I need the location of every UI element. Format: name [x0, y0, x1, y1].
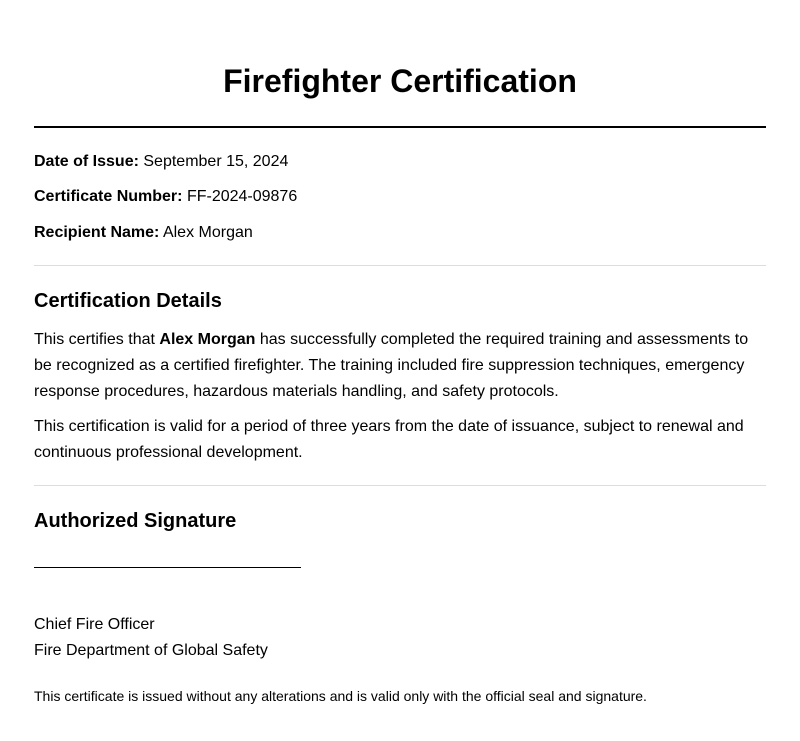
date-of-issue-label: Date of Issue: [34, 153, 139, 170]
section-divider [34, 265, 766, 266]
validity-paragraph: This certification is valid for a period of three years from the date of issuance, subject to renewal and continuous professional development. [34, 418, 744, 461]
footnote: This certificate is issued without any alterations and is valid only with the official seal and signature. [34, 688, 647, 704]
section-divider [34, 485, 766, 486]
title-divider [34, 126, 766, 128]
page-title: Firefighter Certification [223, 63, 577, 99]
signature-line [34, 567, 301, 568]
certificate-number-value: FF-2024-09876 [186, 188, 298, 205]
certificate-number-label: Certificate Number: [34, 188, 183, 205]
recipient-name [34, 223, 253, 243]
signatory-title: Chief Fire Officer [34, 616, 155, 633]
authorized-signature-heading: Authorized Signature [34, 510, 237, 532]
certification-details-heading: Certification Details [34, 290, 222, 312]
recipient-name-label: Recipient Name: [34, 224, 160, 241]
signatory-organization: Fire Department of Global Safety [34, 642, 268, 659]
certificate-number [34, 187, 297, 207]
date-of-issue-value: September 15, 2024 [143, 153, 289, 170]
recipient-name-value: Alex Morgan [162, 224, 253, 241]
recipient-name-inline: Alex Morgan [159, 331, 256, 348]
certification-paragraph [34, 327, 766, 405]
date-of-issue [34, 152, 288, 172]
paragraph-suffix: has successfully completed the required training and assessments to be recognized as a certified firefighter. The training included fire suppression techniques, emergency response procedures, hazardous materials handling, and safety protocols. [34, 331, 749, 400]
paragraph-prefix: This certifies that [34, 331, 155, 348]
